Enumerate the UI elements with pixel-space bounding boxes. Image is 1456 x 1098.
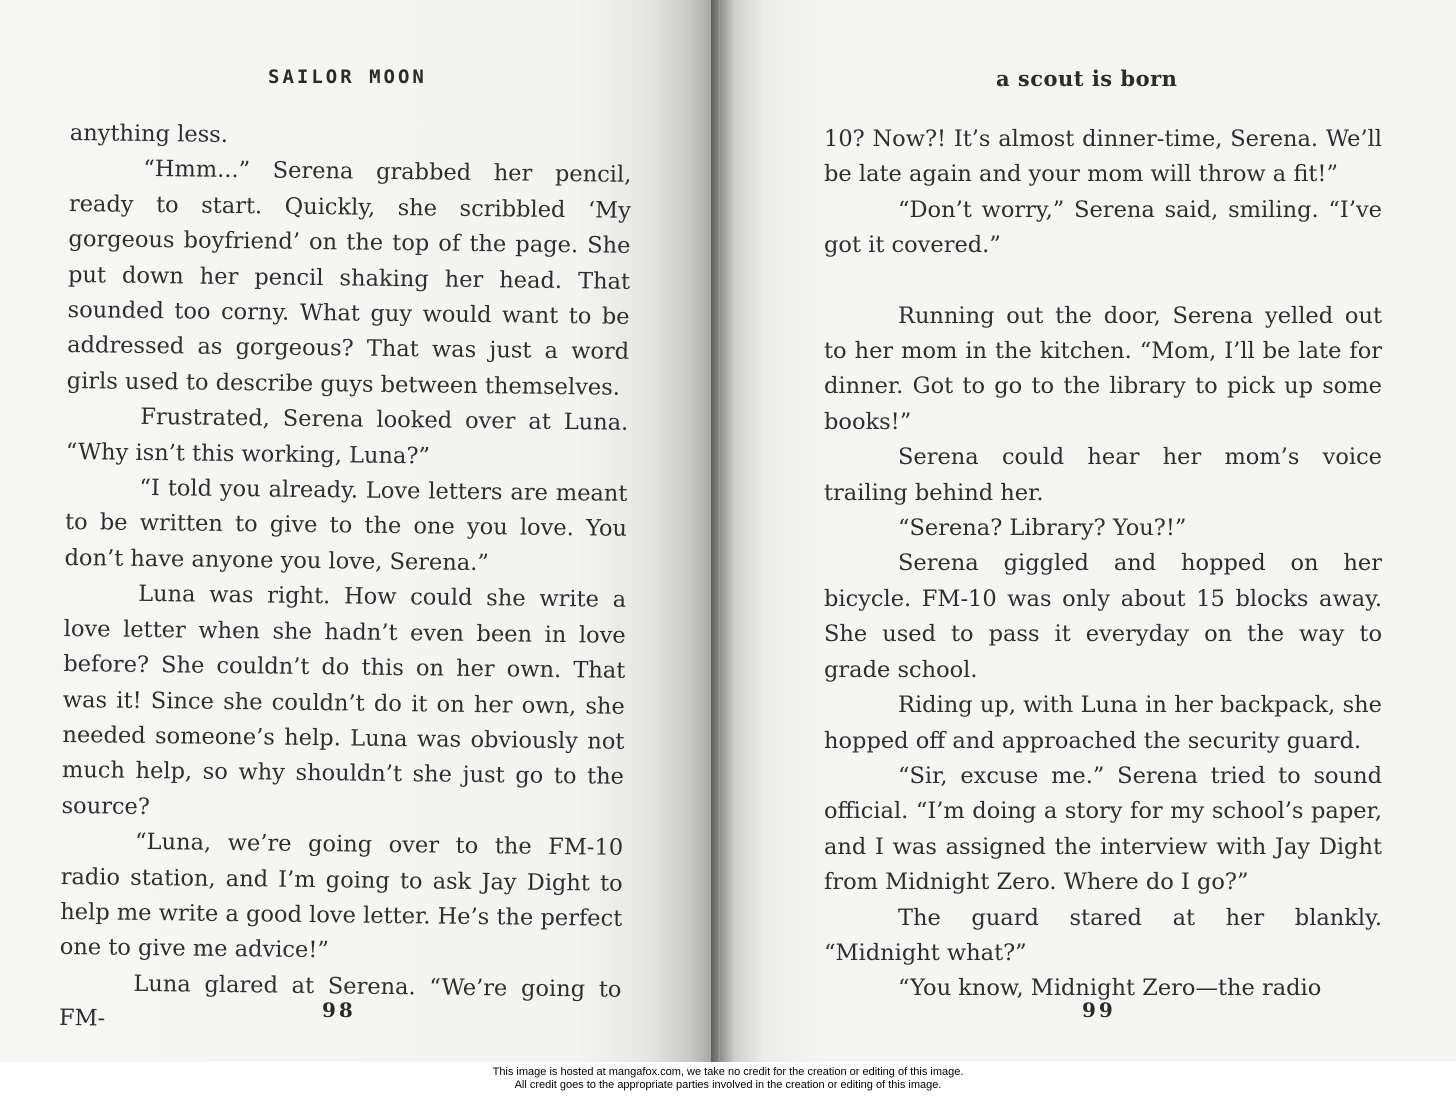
running-head-right: a scout is born: [996, 66, 1178, 91]
running-head-left: SAILOR MOON: [268, 66, 427, 88]
paragraph: Running out the door, Serena yelled out to her mom in the kitchen. “Mom, I’ll be late for dinner. Got to go to the library to pick up some books!”: [824, 302, 1382, 435]
credit-line-1: This image is hosted at mangafox.com, we take no credit for the creation or editing of this image.: [492, 1066, 964, 1078]
paragraph: “Sir, excuse me.” Serena tried to sound official. “I’m doing a story for my school’s paper, and I was assigned the interview with Jay Dight from Midnight Zero. Where do I go?”: [824, 762, 1382, 896]
paragraph: “Don’t worry,” Serena said, smiling. “I’ve got it covered.”: [824, 196, 1382, 259]
left-page: [0, 0, 720, 1062]
paragraph: The guard stared at her blankly. “Midnight what?”: [824, 904, 1382, 966]
right-page: [720, 0, 1456, 1062]
paragraph: Frustrated, Serena looked over at Luna. “Why isn’t this working, Luna?”: [65, 404, 629, 470]
paragraph: Serena could hear her mom’s voice trailing behind her.: [824, 444, 1382, 506]
paragraph: “You know, Midnight Zero—the radio: [898, 975, 1322, 1002]
paragraph: Luna was right. How could she write a love letter when she hadn’t even been in love before? She couldn’t do this on her own. That was it! Since she couldn’t do it on her own, she needed someone’s help. Luna was obviously not much help, so why shouldn’t she just go to the source?: [61, 581, 627, 820]
paragraph: “Serena? Library? You?!”: [898, 515, 1187, 542]
paragraph: Riding up, with Luna in her backpack, she hopped off and approached the security guard.: [824, 692, 1382, 754]
right-page-body: [824, 122, 1382, 1007]
page-number-right: 99: [1082, 998, 1116, 1022]
paragraph: “Luna, we’re going over to the FM-10 radio station, and I’m going to ask Jay Dight to help me write a good love letter. He’s the perfect one to give me advice!”: [59, 828, 624, 964]
page-number-left: 98: [322, 998, 356, 1022]
hosting-credit: [0, 1066, 1456, 1092]
paragraph: anything less.: [69, 119, 229, 148]
paragraph: 10? Now?! It’s almost dinner-time, Serena. We’ll be late again and your mom will throw a fit!”: [824, 126, 1382, 188]
book-spine: [711, 0, 719, 1062]
left-page-body: [59, 116, 632, 1043]
paragraph: Luna glared at Serena. “We’re going to FM-: [58, 970, 622, 1032]
credit-line-2: All credit goes to the appropriate parties involved in the creation or editing of this image.: [514, 1079, 942, 1091]
paragraph: Serena giggled and hopped on her bicycle. FM-10 was only about 15 blocks away. She used to pass it everyday on the way to grade school.: [824, 550, 1382, 683]
paragraph: “I told you already. Love letters are meant to be written to give to the one you love. You don’t have anyone you love, Serena.”: [64, 474, 628, 577]
paragraph: “Hmm...” Serena grabbed her pencil, ready to start. Quickly, she scribbled ‘My gorgeous boyfriend’ on the top of the page. She put down her pencil shaking her head. That sounded too corny. What guy would want to be addressed as gorgeous? That was just a word girls used to describe guys between themselves.: [66, 156, 632, 401]
